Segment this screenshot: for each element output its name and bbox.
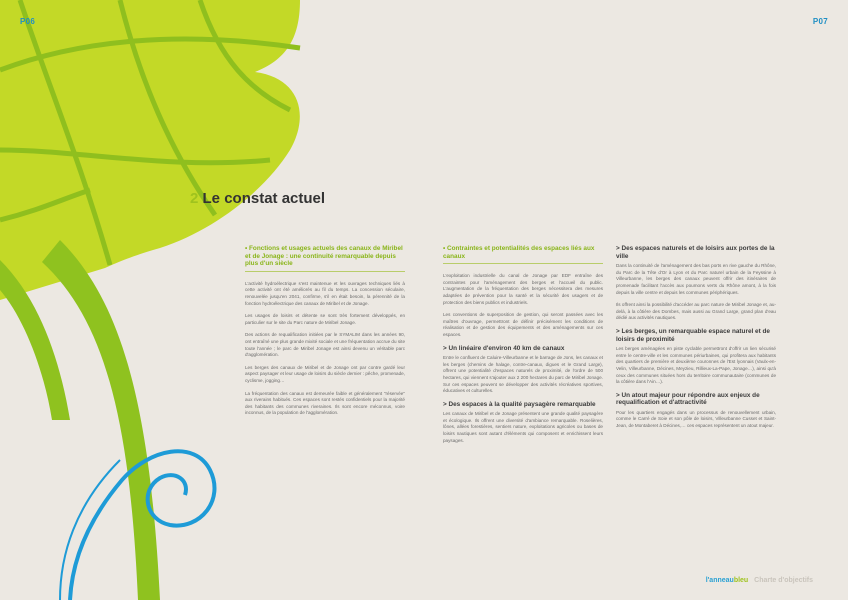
subheading-landscape-quality: > Des espaces à la qualité paysagère remarquable: [443, 400, 596, 408]
column-2: [443, 245, 603, 450]
subheading-major-asset: > Un atout majeur pour répondre aux enjeux de requalification et d'attractivité: [616, 391, 760, 407]
paragraph: Des actions de requalification initiées par le SYMALIM dans les années 90, ont entraîné une plus grande mixité sociale et une fréquentation accrue du site toute l'année ; le parc de Miribel Jonage est ainsi devenu un véritable parc d'agglomération.: [245, 332, 405, 358]
column-1: [245, 245, 405, 423]
paragraph: La fréquentation des canaux est demeurée faible et généralement "réservée" aux riverains habitués. Ces espaces sont restés confidentiels pour la majorité des habitants des communes riveraines. Ils sont encore méconnus, voire inconnus, de la population de l'agglomération.: [245, 390, 405, 416]
subheading-linear-km: > Un linéaire d'environ 40 km de canaux: [443, 344, 565, 352]
column-1-heading: • Fonctions et usages actuels des canaux de Miribel et de Jonage : une continuité remarquable depuis plus d'un siècle: [245, 245, 405, 272]
section-number: 2: [190, 190, 199, 207]
subheading-banks: > Les berges, un remarquable espace naturel et de loisirs de proximité: [616, 327, 770, 343]
paragraph: Les berges des canaux de Miribel et de Jonage ont par contre gardé leur aspect paysager et leur usage de loisirs du siècle dernier : pêche, promenade, cyclisme, jogging…: [245, 364, 405, 383]
footer-subtitle: Charte d'objectifs: [754, 577, 813, 584]
page-number-left: P06: [20, 17, 36, 26]
paragraph: Entre le confluent de Caluire-Villeurbanne et le barrage de Jons, les canaux et les berges (chemins de halage, contre-canaux, digues et le Grand Large), offrent une potentialité d'espaces naturels de proximité, de l'ordre de 500 hectares, qui viennent s'ajouter aux 2 200 hectares du parc de Miribel Jonage. Sur ces espaces peuvent se développer des activités récréatives sportives, éducatives et culturelles.: [443, 355, 603, 394]
logo-text-a: l'anneau: [705, 577, 734, 584]
paragraph: Pour les quartiers engagés dans un processus de renouvellement urbain, comme le Carré de Soie et son pôle de loisirs, Villeurbanne Cusset et Saint-Jean, de Montaberet à Décines,… ces espaces représentent un atout majeur.: [616, 409, 776, 429]
footer: [706, 577, 813, 584]
paragraph: Ils offrent ainsi la possibilité d'accéder au parc nature de Miribel Jonage et, au-delà, à la côtière des Dombes, mais aussi au Grand Large, grand plan d'eau dédié aux activités nautiques.: [616, 302, 776, 321]
subheading-natural-spaces: > Des espaces naturels et de loisirs aux portes de la ville: [616, 245, 775, 260]
logo-text-b: bleu: [733, 577, 749, 584]
paragraph: Dans la continuité de l'aménagement des bas ports en rive gauche du Rhône, du Parc de la Tête d'Or à Lyon et du Parc naturel urbain de la Feyssine à Villeurbanne, les berges des canaux peuvent offrir des itinéraires de promenade facilitant l'accès aux poumons verts du Rhône amont, à la fois depuis la ville centre et depuis les communes périphériques.: [616, 263, 776, 295]
column-2-heading: • Contraintes et potentialités des espaces liés aux canaux: [443, 245, 603, 264]
paragraph: Les canaux de Miribel et de Jonage présentent une grande qualité paysagère et écologique. Ils offrent une diversité d'ambiance remarquable. Roselières, lônes, allées forestières, sentiers nature, exploitations agricoles ou bases de loisirs nautiques sont autant d'éléments qui composent et enrichissent leurs paysages.: [443, 411, 603, 443]
paragraph: Les conventions de superposition de gestion, qui seront passées avec les maîtres d'ouvrage, permettront de définir précisément les conditions de réalisation et de gestion des équipements et des aménagements sur ces espaces.: [443, 312, 603, 337]
paragraph: Les berges aménagées en piste cyclable permettront d'offrir un lien sécurisé entre le centre-ville et les communes périurbaines, qui profitera aux habitants des quartiers de première et deuxième couronnes de l'Est lyonnais (Vaulx-en-Velin, Villeurbanne, Décines, Meyzieu, Rillieux-La-Pape, Jonage…), ainsi qu'à ceux des communes situées hors du territoire communautaire (communes de la côtière dans l'Ain…).: [616, 346, 776, 385]
paragraph: L'activité hydroélectrique s'est maintenue et les ouvrages techniques liés à cette activité ont été améliorés au fil du temps. La concession séculaire, renouvelée jusqu'en 2041, confirme, s'il en était besoin, la pérennité de la fonction hydroélectrique des canaux de Miribel et de Jonage.: [245, 280, 405, 306]
section-title: [190, 190, 325, 207]
section-title-text: Le constat actuel: [202, 190, 326, 207]
page-number-right: P07: [812, 17, 828, 26]
column-3: [616, 245, 776, 436]
paragraph: L'exploitation industrielle du canal de Jonage par EDF entraîne des contraintes pour l'aménagement des berges et l'accueil du public. L'augmentation de la fréquentation des berges nécessitera des mesures adaptées de prévention pour la santé et la sécurité des usagers et de protection des biens publics et industriels.: [443, 273, 603, 305]
paragraph: Les usages de loisirs et détente se sont très fortement développés, en particulier sur le site du Parc nature de Miribel Jonage.: [245, 313, 405, 325]
